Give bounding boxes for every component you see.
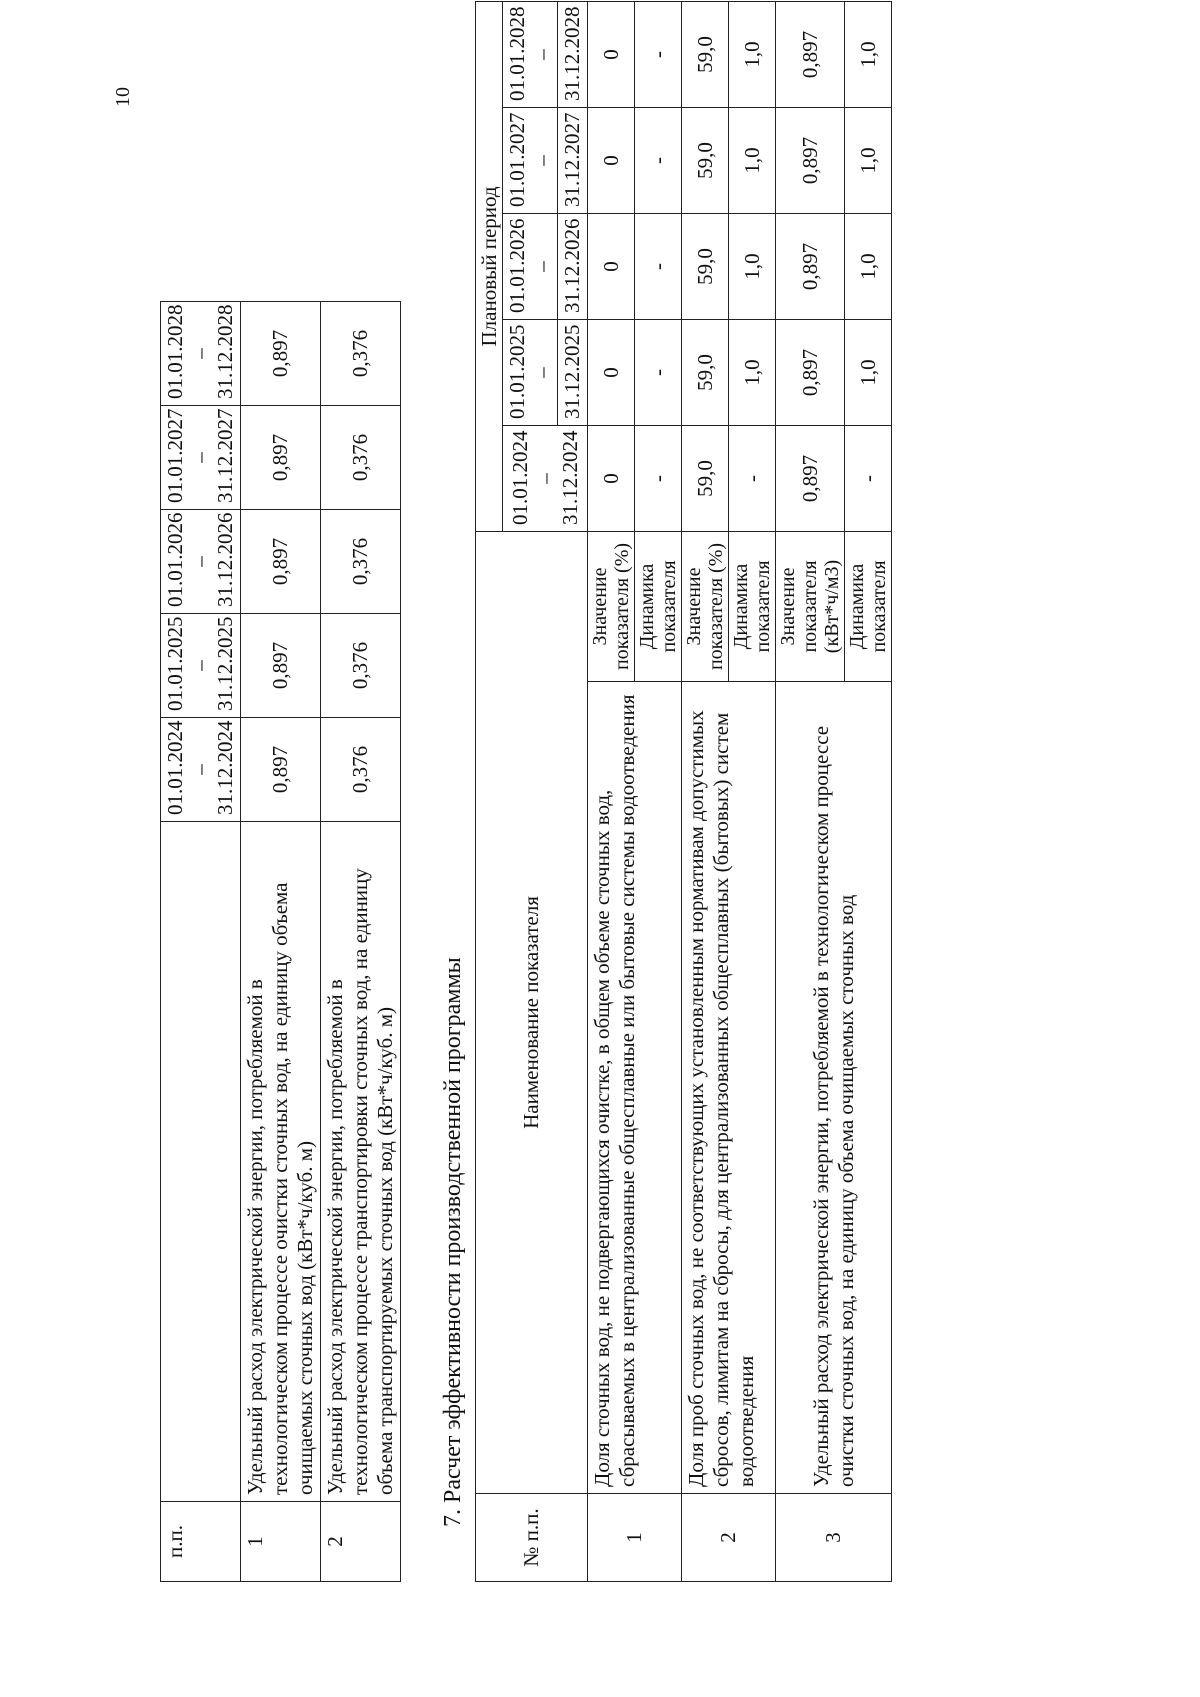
value-cell: 1,0 <box>845 319 892 425</box>
table-row <box>682 1 729 1581</box>
value-cell: 0,376 <box>321 614 401 718</box>
indicator-label: Динамика показателя <box>729 531 776 681</box>
value-cell: 0,897 <box>776 213 845 319</box>
value-cell: 0,897 <box>776 107 845 213</box>
period-header: 01.01.2026 – <box>503 213 558 319</box>
row-name: Доля сточных вод, не подвергающихся очистке, в общем объеме сточных вод, сбрасываемых в централизованные общесплавные или бытовые системы водоотведения <box>588 682 682 1494</box>
table-row <box>588 1 635 1581</box>
value-cell: 0,897 <box>241 406 321 510</box>
value-cell: 1,0 <box>845 213 892 319</box>
value-cell: 0,897 <box>776 425 845 531</box>
num-header: № п.п. <box>476 1494 588 1582</box>
period-end: 31.12.2025 <box>558 319 588 425</box>
value-cell: - <box>845 425 892 531</box>
table-header-row <box>161 302 241 1582</box>
value-cell: 0,376 <box>321 406 401 510</box>
value-cell: 0,897 <box>241 510 321 614</box>
num-header: п.п. <box>161 1502 241 1582</box>
value-cell: - <box>635 319 682 425</box>
row-num: 2 <box>321 1502 401 1582</box>
value-cell: 0,376 <box>321 302 401 406</box>
plan-period-header: Плановый период <box>476 1 503 531</box>
value-cell: - <box>729 425 776 531</box>
value-cell: 1,0 <box>845 107 892 213</box>
value-cell: 0,897 <box>241 718 321 822</box>
value-cell: 0,897 <box>241 614 321 718</box>
value-cell: - <box>635 107 682 213</box>
section-title: 7. Расчет эффективности производственной программы <box>440 957 466 1527</box>
indicator-label: Динамика показателя <box>635 531 682 681</box>
value-cell: 1,0 <box>729 107 776 213</box>
row-name: Удельный расход электрической энергии, потребляемой в технологическом процессе очистки сточных вод, на единицу объема очищаемых сточных вод (кВт*ч/куб. м) <box>241 822 321 1502</box>
period-header: 01.01.2025 – 31.12.2025 <box>161 614 241 718</box>
value-cell: - <box>635 425 682 531</box>
period-header: 01.01.2028 – <box>503 1 558 107</box>
indicator-label: Значение показателя (%) <box>682 531 729 681</box>
indicator-label: Значение показателя (кВт*ч/м3) <box>776 531 845 681</box>
value-cell: 1,0 <box>729 213 776 319</box>
value-cell: 0 <box>588 107 635 213</box>
value-cell: 0,897 <box>241 302 321 406</box>
row-name: Доля проб сточных вод, не соответствующих установленным нормативам допустимых сбросов, лимитам на сбросы, для централизованных общесплавных (бытовых) систем водоотведения <box>682 682 776 1494</box>
value-cell: 1,0 <box>729 1 776 107</box>
row-num: 1 <box>588 1494 682 1582</box>
row-name: Удельный расход электрической энергии, потребляемой в технологическом процессе транспортировки сточных вод, на единицу объема транспортируемых сточных вод (кВт*ч/куб. м) <box>321 822 401 1502</box>
period-header: 01.01.2024 – 31.12.2024 <box>161 718 241 822</box>
value-cell: 0 <box>588 425 635 531</box>
efficiency-table <box>475 1 892 1582</box>
value-cell: 59,0 <box>682 1 729 107</box>
value-cell: 59,0 <box>682 425 729 531</box>
value-cell: - <box>635 1 682 107</box>
value-cell: - <box>635 213 682 319</box>
period-header: 01.01.2024 – 31.12.2024 <box>503 425 588 531</box>
value-cell: 1,0 <box>729 319 776 425</box>
value-cell: 59,0 <box>682 213 729 319</box>
value-cell: 1,0 <box>845 1 892 107</box>
value-cell: 0 <box>588 1 635 107</box>
value-cell: 0,897 <box>776 1 845 107</box>
value-cell: 0,376 <box>321 510 401 614</box>
value-cell: 0 <box>588 213 635 319</box>
row-num: 3 <box>776 1494 892 1582</box>
value-cell: 0 <box>588 319 635 425</box>
name-header-blank <box>161 822 241 1502</box>
period-end: 31.12.2028 <box>558 1 588 107</box>
table-row <box>321 302 401 1582</box>
period-end: 31.12.2027 <box>558 107 588 213</box>
row-num: 2 <box>682 1494 776 1582</box>
period-end: 31.12.2026 <box>558 213 588 319</box>
indicator-label: Значение показателя (%) <box>588 531 635 681</box>
value-cell: 59,0 <box>682 319 729 425</box>
period-header: 01.01.2025 – <box>503 319 558 425</box>
period-header: 01.01.2026 – 31.12.2026 <box>161 510 241 614</box>
value-cell: 0,376 <box>321 718 401 822</box>
value-cell: 59,0 <box>682 107 729 213</box>
value-cell: 0,897 <box>776 319 845 425</box>
period-header: 01.01.2027 – 31.12.2027 <box>161 406 241 510</box>
table-header-row <box>476 1 503 1581</box>
indicator-label: Динамика показателя <box>845 531 892 681</box>
name-header: Наименование показателя <box>476 531 588 1493</box>
row-name: Удельный расход электрической энергии, потребляемой в технологическом процессе очистки сточных вод, на единицу объема очищаемых сточных вод <box>776 682 892 1494</box>
page-number: 10 <box>112 87 134 107</box>
row-num: 1 <box>241 1502 321 1582</box>
table-row <box>241 302 321 1582</box>
energy-table <box>160 301 401 1582</box>
period-header: 01.01.2028 – 31.12.2028 <box>161 302 241 406</box>
table-row <box>776 1 845 1581</box>
period-header: 01.01.2027 – <box>503 107 558 213</box>
